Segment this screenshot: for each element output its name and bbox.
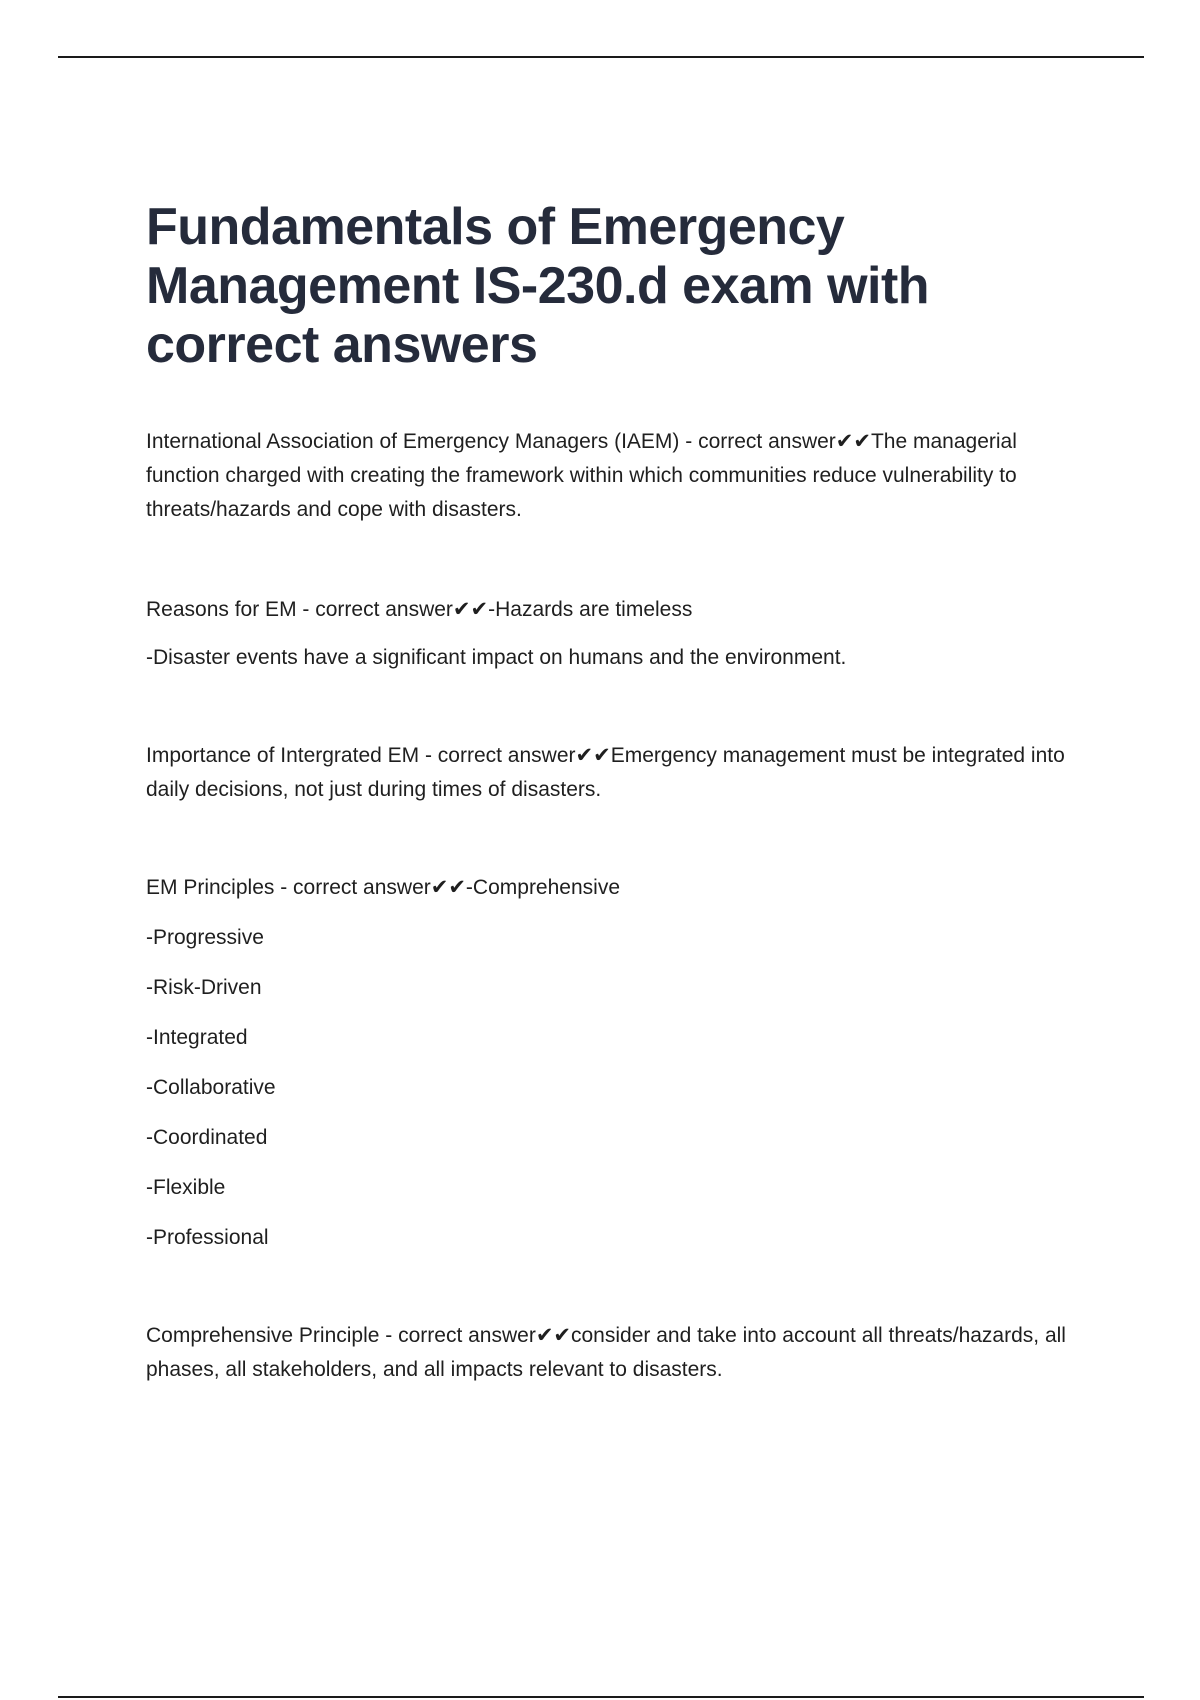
qa-item-importance-integrated-em <box>146 739 1086 807</box>
qa-item-reasons-for-em <box>146 593 1086 675</box>
qa-item-text: Importance of Intergrated EM - correct answer✔✔Emergency management must be integrated into daily decisions, not just during times of disasters. <box>146 744 1065 801</box>
qa-item-extra-line: -Progressive <box>146 926 264 949</box>
qa-item-extra-line: -Integrated <box>146 1026 248 1049</box>
document-body <box>146 198 1086 1387</box>
qa-item-text: EM Principles - correct answer✔✔-Comprehensive <box>146 876 620 899</box>
qa-item-extra-line: -Disaster events have a significant impact on humans and the environment. <box>146 646 847 669</box>
document-title: Fundamentals of Emergency Management IS-230.d exam with correct answers <box>146 198 930 374</box>
qa-item-text: International Association of Emergency Managers (IAEM) - correct answer✔✔The managerial function charged with creating the framework within which communities reduce vulnerability to threats/hazards and cope with disasters. <box>146 430 1017 521</box>
footer-rule <box>58 1696 1144 1698</box>
qa-item-extra-line: -Collaborative <box>146 1076 276 1099</box>
qa-item-extra-line: -Risk-Driven <box>146 976 262 999</box>
qa-item-extra-line: -Coordinated <box>146 1126 268 1149</box>
header-rule <box>58 56 1144 58</box>
qa-item-text: Comprehensive Principle - correct answer✔✔consider and take into account all threats/hazards, all phases, all stakeholders, and all impacts relevant to disasters. <box>146 1324 1066 1381</box>
qa-item-comprehensive-principle <box>146 1319 1086 1387</box>
qa-item-text: Reasons for EM - correct answer✔✔-Hazards are timeless <box>146 598 693 621</box>
qa-item-iaem <box>146 425 1086 527</box>
qa-item-extra-line: -Flexible <box>146 1176 226 1199</box>
qa-item-extra-line: -Professional <box>146 1226 269 1249</box>
qa-item-em-principles <box>146 871 1086 1255</box>
